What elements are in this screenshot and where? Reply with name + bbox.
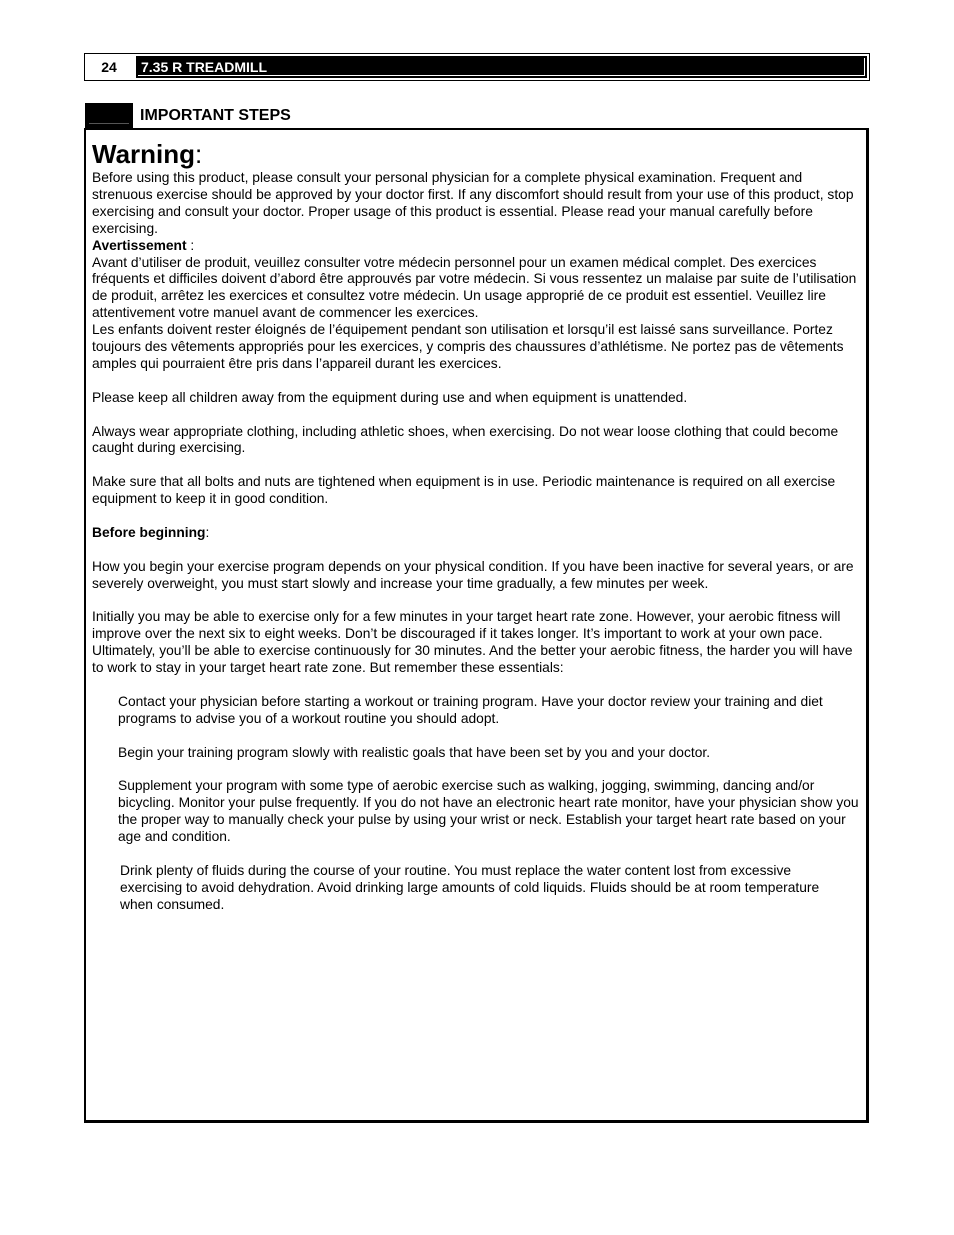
before-heading-colon: : (205, 524, 210, 540)
section-marker (85, 103, 133, 128)
essential-item-1: Contact your physician before starting a workout or training program. Have your doctor review your training and diet programs to advise you of a workout routine you should adopt. (118, 693, 823, 726)
before-heading (92, 525, 862, 542)
before-para-1: How you begin your exercise program depends on your physical condition. If you have been inactive for several years, or are severely overweight, you must start slowly and increase your time gradually, a few minutes per week. (92, 558, 854, 591)
warning-french-heading (92, 238, 862, 255)
warning-heading-colon: : (195, 139, 203, 169)
model-title-bar (136, 56, 867, 78)
before-para-2: Initially you may be able to exercise only for a few minutes in your target heart rate zone. However, your aerobic fitness will improve over the next six to eight weeks. Don’t be discouraged if it takes longer. It’s important to work at your own pace. Ultimately, you’ll be able to exercise continuously for 30 minutes. And the better your aerobic fitness, the harder you will have to work to stay in your target heart rate zone. But remember these essentials: (92, 609, 853, 676)
french-heading-text: Avertissement (92, 237, 187, 253)
before-heading-text: Before beginning (92, 524, 206, 540)
essential-item-3: Supplement your program with some type of aerobic exercise such as walking, jogging, swimming, dancing and/or bicycling. Monitor your pulse frequently. If you do not have an electronic heart rate monitor, have your physician show you the proper way to manually check your pulse by using your wrist or neck. Establish your target heart rate based on your age and condition. (118, 778, 859, 845)
warning-french-1: Avant d’utiliser de produit, veuillez consulter votre médecin personnel pour un examen médical complet. Des exercices fréquents et difficiles doivent d’abord être approuvés par votre médecin. Si vous ressentez un malaise par suite de l’utilisation de produit, arrêtez les exercices et consultez votre médecin. Un usage approprié de ce produit est essentiel. Veuillez lire attentivement votre manuel avant de commencer les exercices. (92, 254, 857, 321)
page-number: 24 (85, 54, 133, 80)
warning-heading-text: Warning (92, 139, 196, 169)
section-title: IMPORTANT STEPS (140, 107, 291, 124)
essential-item-4: Drink plenty of fluids during the course of your routine. You must replace the water content lost from excessive exercising to avoid dehydration. Avoid drinking large amounts of cold liquids. Fluids should be at room temperature when consumed. (120, 863, 820, 912)
warning-french-2: Les enfants doivent rester éloignés de l’équipement pendant son utilisation et lorsqu’il est laissé sans surveillance. Portez toujours des vêtements appropriés pour les exercices, y compris des chaussures d’athlétisme. Ne portez pas de vêtements amples qui pourraient être pris dans l’appareil durant les exercices. (92, 322, 844, 371)
safety-clothing: Always wear appropriate clothing, including athletic shoes, when exercising. Do not wear loose clothing that could become caught during exercising. (92, 423, 839, 456)
warning-english: Before using this product, please consult your personal physician for a complete physical examination. Frequent and strenuous exercise should be approved by your doctor first. If any discomfort should result from your use of this product, stop exercising and consult your doctor. Proper usage of this product is essential. Please read your manual carefully before exercising. (92, 170, 854, 236)
safety-children: Please keep all children away from the equipment during use and when equipment is unattended. (92, 389, 688, 405)
french-heading-colon: : (186, 237, 195, 253)
model-title: 7.35 R TREADMILL (141, 59, 268, 75)
warning-heading (92, 138, 862, 170)
section-marker-stripe (89, 107, 129, 124)
page-header (84, 53, 870, 81)
essential-item-2: Begin your training program slowly with realistic goals that have been set by you and your doctor. (118, 744, 711, 760)
safety-bolts: Make sure that all bolts and nuts are tightened when equipment is in use. Periodic maintenance is required on all exercise equipment to keep it in good condition. (92, 474, 836, 507)
content-text (92, 138, 862, 914)
